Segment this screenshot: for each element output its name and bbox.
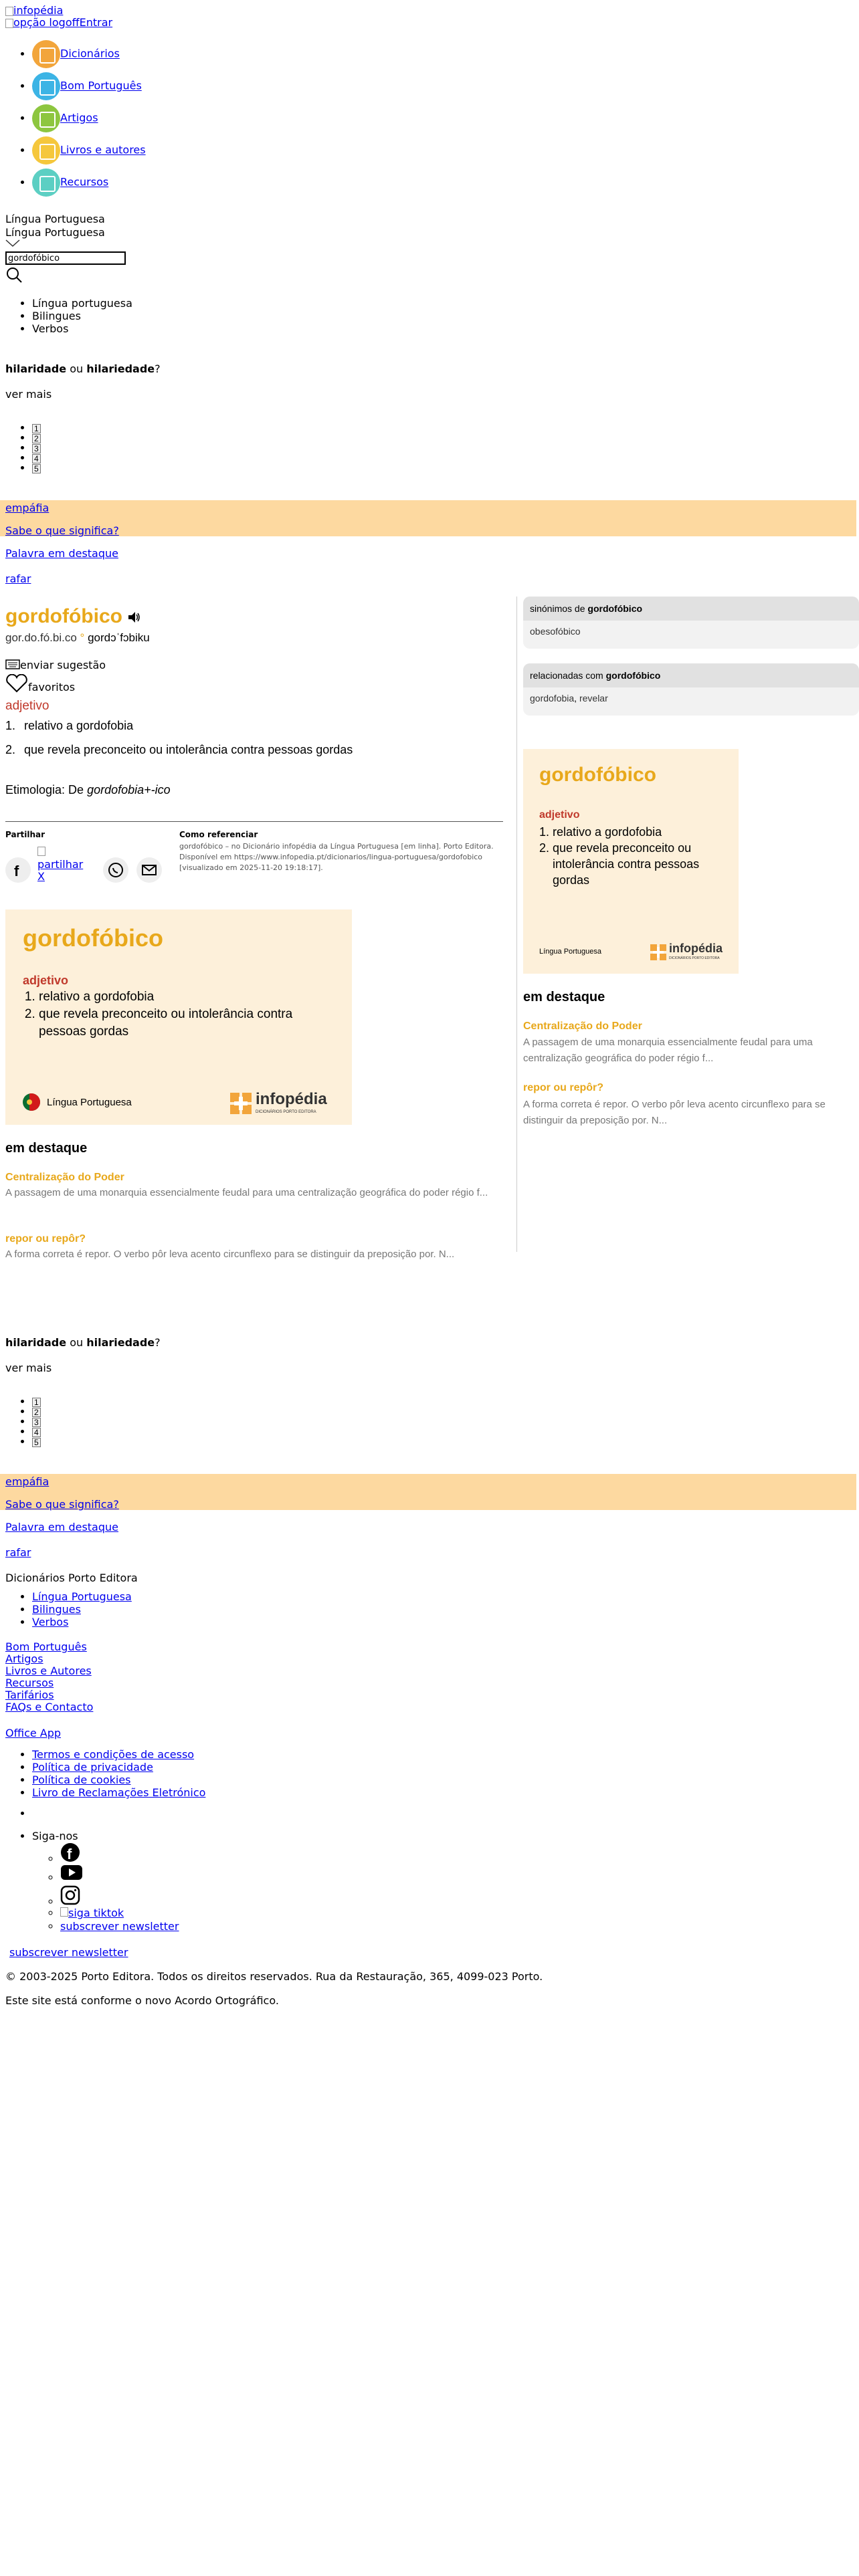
newsletter-button[interactable]: subscrever newsletter xyxy=(9,1946,128,1959)
logo-link[interactable] xyxy=(5,4,63,17)
share-x-link[interactable] xyxy=(37,847,84,883)
etymology-value: gordofobia+-ico xyxy=(87,783,171,796)
pronunciation-marker: ° xyxy=(80,631,85,644)
footer-link[interactable]: FAQs e Contacto xyxy=(5,1701,94,1713)
sense-number: 1. xyxy=(5,719,16,732)
pager xyxy=(0,1395,41,1445)
entry-headword xyxy=(5,605,141,628)
logo-alt-text: infopédia xyxy=(13,4,64,17)
footer-link[interactable]: Artigos xyxy=(5,1652,43,1665)
dictionary-type-item[interactable]: • Bilingues xyxy=(32,310,132,322)
nav-item-resources[interactable] xyxy=(32,169,300,201)
word-of-day-question[interactable]: Sabe o que significa? xyxy=(5,524,119,537)
doubt-word-b: hilariedade xyxy=(86,362,155,375)
pager xyxy=(0,421,41,471)
document-icon xyxy=(32,104,60,132)
dictionary-selected-label[interactable]: Língua Portuguesa xyxy=(5,213,105,225)
entry-pronunciation-line xyxy=(5,631,150,645)
featured-item-title[interactable]: Centralização do Poder xyxy=(523,1021,642,1032)
related-header xyxy=(523,663,859,687)
doubt-word-a: hilaridade xyxy=(5,362,67,375)
logoff-broken-image-icon xyxy=(5,19,13,28)
footer-dict-link[interactable]: Verbos xyxy=(32,1616,69,1628)
dictionary-selected-repeat: Língua Portuguesa xyxy=(5,226,105,239)
logoff-link[interactable]: opção logoff xyxy=(13,16,80,29)
card-pos: adjetivo xyxy=(23,974,69,987)
legal-link[interactable]: Política de privacidade xyxy=(32,1761,153,1774)
footer-dict-link[interactable]: Língua Portuguesa xyxy=(32,1590,132,1603)
suggest-button[interactable] xyxy=(5,659,106,671)
svg-text:f: ◦ f xyxy=(67,1846,72,1862)
synonym-link[interactable]: obesofóbico xyxy=(530,626,581,637)
tiktok-broken-image-icon xyxy=(60,1907,68,1917)
pager-button[interactable]: 2 xyxy=(32,434,41,443)
pager-button[interactable]: 5 xyxy=(32,1438,41,1447)
pager-button[interactable]: 4 xyxy=(32,454,41,463)
card-sense: 2. que revela preconceito ou intolerância contra pessoas gordas xyxy=(39,1006,333,1041)
nav-item-books[interactable] xyxy=(32,136,300,169)
speaker-icon[interactable] xyxy=(128,611,141,623)
favorites-label: favoritos xyxy=(28,681,76,693)
card-sense: 1. relativo a gordofobia xyxy=(39,988,333,1006)
card-language: Língua Portuguesa xyxy=(47,1097,132,1108)
doubt-connector: ou xyxy=(70,362,84,375)
divider xyxy=(5,821,503,822)
doubt-see-more[interactable]: ver mais xyxy=(5,1362,52,1374)
synonyms-word: gordofóbico xyxy=(587,603,643,614)
word-of-day-banner[interactable] xyxy=(0,500,856,536)
nav-item-bom-portugues[interactable] xyxy=(32,72,300,104)
footer-legal-links xyxy=(0,1748,205,1799)
nav-item-articles[interactable] xyxy=(32,104,300,136)
featured-heading: em destaque xyxy=(5,1141,88,1156)
nav-link[interactable]: Dicionários xyxy=(60,47,120,60)
pencil-icon xyxy=(32,72,60,100)
card-sense: 2. que revela preconceito ou intolerância contra pessoas gordas xyxy=(553,840,720,888)
facebook-icon[interactable] xyxy=(60,1842,80,1862)
login-link[interactable]: Entrar xyxy=(79,16,113,29)
sidebar-share-card xyxy=(523,749,739,974)
footer-copyright: © 2003-2025 Porto Editora. Todos os direitos reservados. Rua da Restauração, 365, 4099-023 Porto. xyxy=(5,1970,543,1983)
card-pos: adjetivo xyxy=(539,809,580,821)
legal-link[interactable]: Política de cookies xyxy=(32,1774,131,1786)
share-facebook-button[interactable] xyxy=(5,857,31,883)
share-whatsapp-button[interactable] xyxy=(103,857,128,883)
infopedia-logo-icon xyxy=(230,1093,252,1114)
share-x-alt: partilhar X xyxy=(37,858,84,883)
etymology-prefix: Etimologia: De xyxy=(5,783,84,796)
share-title: Partilhar xyxy=(5,830,45,839)
doubt-word-a: hilaridade xyxy=(5,1336,67,1349)
facebook-icon xyxy=(5,857,31,883)
sense-text: relativo a gordofobia xyxy=(24,719,134,732)
portugal-flag-icon xyxy=(23,1093,40,1111)
doubt-question-mark: ? xyxy=(155,362,161,375)
follow-label: Siga-nos xyxy=(32,1830,78,1842)
nav-link[interactable]: Bom Português xyxy=(60,79,142,92)
doubt-question[interactable] xyxy=(5,362,161,375)
share-email-button[interactable] xyxy=(136,857,162,883)
legal-link[interactable]: Termos e condições de acesso xyxy=(32,1748,195,1761)
entry-sense-1 xyxy=(5,719,133,733)
footer-link[interactable]: Livros e Autores xyxy=(5,1665,92,1677)
sense-number: 2. xyxy=(5,743,16,756)
pager-button[interactable]: 1 xyxy=(32,1398,41,1407)
card-headword: gordofóbico xyxy=(539,764,656,786)
footer-links xyxy=(5,1641,93,1713)
highlight-word[interactable]: rafar xyxy=(5,572,31,585)
search-icon[interactable] xyxy=(5,266,23,284)
suggest-label: enviar sugestão xyxy=(20,659,106,671)
synonyms-prefix: sinónimos de xyxy=(530,603,585,614)
nav-link[interactable]: Artigos xyxy=(60,111,98,124)
cite-title: Como referenciar xyxy=(179,830,258,839)
pager-button[interactable]: 1 xyxy=(32,424,41,433)
related-link[interactable]: revelar xyxy=(579,693,608,704)
footer-dict-link[interactable]: Bilingues xyxy=(32,1603,81,1616)
search-input[interactable] xyxy=(5,251,126,265)
entry-pronunciation: gordɔˈfɔbiku xyxy=(88,631,150,644)
pager-button[interactable]: 3 xyxy=(32,444,41,453)
featured-item-title[interactable]: Centralização do Poder xyxy=(5,1172,124,1183)
pager-button[interactable]: 3 xyxy=(32,1418,41,1427)
newsletter-link[interactable]: subscrever newsletter xyxy=(60,1920,179,1933)
nav-link[interactable]: Livros e autores xyxy=(60,143,146,156)
card-language: Língua Portuguesa xyxy=(539,948,601,956)
pager-button[interactable]: 5 xyxy=(32,464,41,473)
instagram-icon[interactable] xyxy=(60,1885,80,1905)
related-box xyxy=(523,663,859,716)
dictionary-type-list xyxy=(0,297,132,335)
nav-link[interactable]: Recursos xyxy=(60,175,109,189)
nav-item-dictionaries[interactable] xyxy=(32,40,300,72)
footer-link[interactable]: Bom Português xyxy=(5,1640,87,1653)
footer-dict-links xyxy=(0,1590,132,1628)
user-area xyxy=(5,16,112,29)
cite-text: gordofóbico – no Dicionário infopédia da Língua Portuguesa [em linha]. Porto Editora. Disponível em https://www.infopedia.pt/dicionarios/lingua-portuguesa/gordofobico [visualizado em 2025-11-20 19:18:17]. xyxy=(179,842,494,872)
doubt-question[interactable] xyxy=(5,1336,161,1349)
card-senses xyxy=(5,988,333,1041)
keyboard-icon xyxy=(5,659,20,671)
headword-text: gordofóbico xyxy=(5,605,122,627)
books-list-icon xyxy=(32,136,60,165)
dictionary-type-item[interactable]: • Verbos xyxy=(32,322,132,335)
highlight-label[interactable]: Palavra em destaque xyxy=(5,1521,118,1533)
card-brand xyxy=(650,942,731,964)
related-prefix: relacionadas com xyxy=(530,670,603,681)
infopedia-logo-icon xyxy=(650,944,666,960)
logo-broken-image-icon xyxy=(5,7,13,16)
card-brand-name: infopédia xyxy=(669,942,723,955)
synonyms-box xyxy=(523,597,859,649)
tiktok-alt: siga tiktok xyxy=(68,1907,124,1919)
card-brand-sub: DICIONÁRIOS PORTO EDITORA xyxy=(256,1110,316,1114)
sense-text: que revela preconceito ou intolerância contra pessoas gordas xyxy=(24,743,353,756)
featured-item-title[interactable]: repor ou repôr? xyxy=(523,1082,604,1093)
featured-item-title[interactable]: repor ou repôr? xyxy=(5,1233,86,1245)
word-of-day-word[interactable]: empáfia xyxy=(5,1475,50,1488)
social-list xyxy=(0,1830,179,1933)
card-brand-sub: DICIONÁRIOS PORTO EDITORA xyxy=(669,956,720,960)
tiktok-link[interactable] xyxy=(60,1907,124,1919)
footer-link[interactable]: Recursos xyxy=(5,1677,54,1689)
related-separator: , xyxy=(574,693,577,704)
dictionary-type-item[interactable]: • Língua portuguesa xyxy=(32,297,132,310)
card-senses xyxy=(523,824,720,888)
footer-brand: Dicionários Porto Editora xyxy=(5,1572,138,1584)
entry-etymology xyxy=(5,783,171,797)
chevron-down-icon[interactable] xyxy=(5,239,20,247)
social-icons xyxy=(32,1842,179,1933)
legal-link[interactable]: Livro de Reclamações Eletrónico xyxy=(32,1786,206,1799)
entry-sense-2 xyxy=(5,743,353,757)
x-broken-image-icon xyxy=(37,847,45,856)
heart-icon xyxy=(5,674,28,693)
featured-item-text: A forma correta é repor. O verbo pôr leva acento circunflexo para se distinguir da preposição por. N... xyxy=(523,1099,826,1126)
entry-syllables: gor.do.fó.bi.co xyxy=(5,631,77,644)
footer-agreement: Este site está conforme o novo Acordo Ortográfico. xyxy=(5,1994,279,2007)
word-of-day-banner[interactable] xyxy=(0,1474,856,1510)
whatsapp-icon xyxy=(103,857,128,883)
featured-item-text: A forma correta é repor. O verbo pôr leva acento circunflexo para se distinguir da preposição por. N... xyxy=(5,1249,455,1260)
doubt-word-b: hilariedade xyxy=(86,1336,155,1349)
sidebar-divider xyxy=(516,597,517,1252)
featured-heading: em destaque xyxy=(523,990,605,1004)
doubt-see-more[interactable]: ver mais xyxy=(5,388,52,401)
word-of-day-word[interactable]: empáfia xyxy=(5,502,50,514)
card-sense: 1. relativo a gordofobia xyxy=(553,824,720,840)
related-word: gordofóbico xyxy=(605,670,661,681)
svg-text:f: f xyxy=(14,863,19,879)
highlight-label[interactable]: Palavra em destaque xyxy=(5,547,118,560)
doubt-question-mark: ? xyxy=(155,1336,161,1349)
office-app-link[interactable]: Office App xyxy=(5,1727,62,1739)
doubt-connector: ou xyxy=(70,1336,84,1349)
featured-item-text: A passagem de uma monarquia essencialmente feudal para uma centralização geográfica do poder régio f... xyxy=(523,1037,813,1064)
share-card xyxy=(5,909,352,1125)
pager-button[interactable]: 4 xyxy=(32,1428,41,1437)
word-of-day-question[interactable]: Sabe o que significa? xyxy=(5,1498,119,1511)
card-headword: gordofóbico xyxy=(23,924,163,952)
main-nav xyxy=(0,40,300,201)
card-brand-name: infopédia xyxy=(256,1090,327,1108)
email-icon xyxy=(136,857,162,883)
book-icon xyxy=(32,40,60,68)
footer-empty-list xyxy=(0,1807,32,1820)
resources-icon xyxy=(32,169,60,197)
pager-button[interactable]: 2 xyxy=(32,1408,41,1417)
footer-link[interactable]: Tarifários xyxy=(5,1689,54,1701)
youtube-icon[interactable] xyxy=(60,1864,83,1881)
favorites-button[interactable] xyxy=(5,674,75,693)
featured-item-text: A passagem de uma monarquia essencialmente feudal para uma centralização geográfica do poder régio f... xyxy=(5,1187,488,1198)
synonyms-header xyxy=(523,597,859,621)
highlight-word[interactable]: rafar xyxy=(5,1546,31,1559)
related-link[interactable]: gordofobia xyxy=(530,693,575,704)
entry-pos: adjetivo xyxy=(5,699,50,713)
card-brand xyxy=(230,1090,330,1117)
